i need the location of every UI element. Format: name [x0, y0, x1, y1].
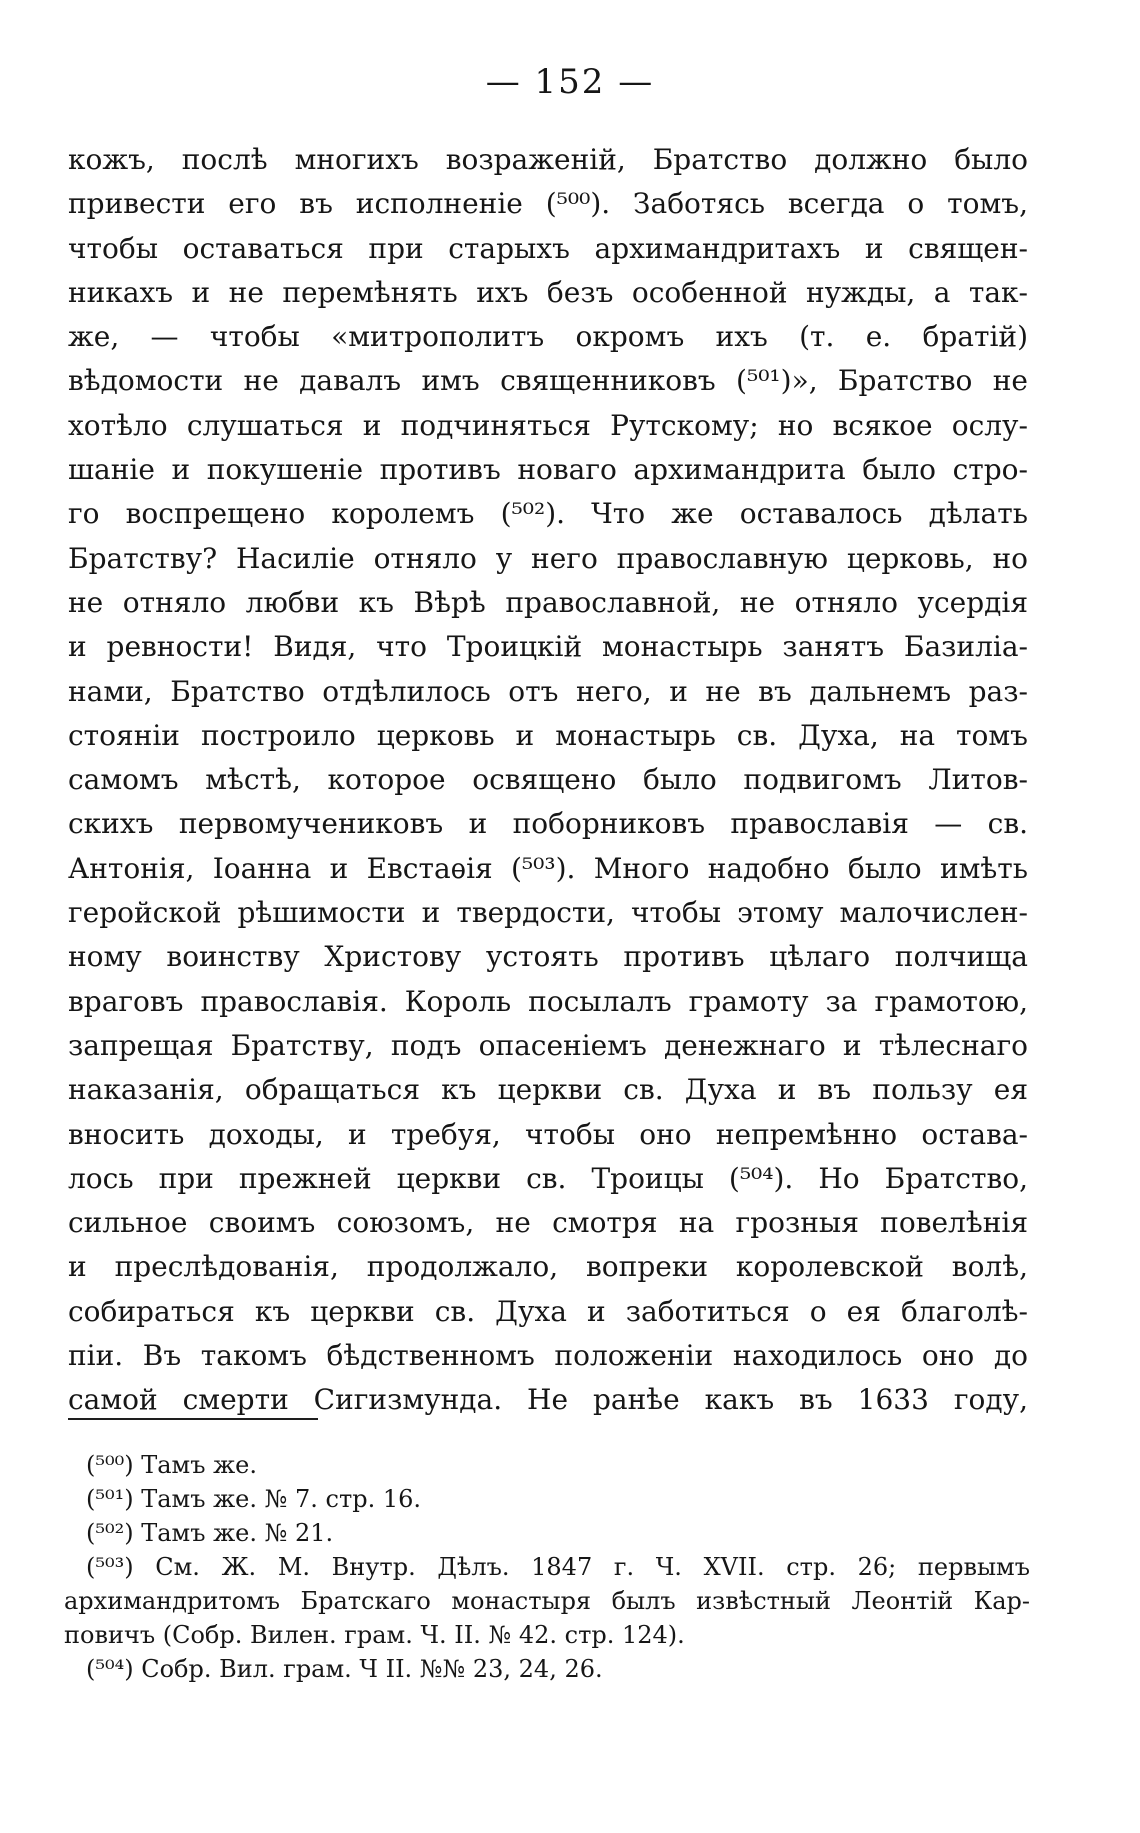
text-line: самой смерти Сигизмунда. Не ранѣе какъ въ 1633 году, [68, 1383, 1028, 1417]
main-text [68, 138, 1028, 1423]
footnote-501: (⁵⁰¹) Тамъ же. № 7. стр. 16. [86, 1485, 422, 1513]
footnote-502: (⁵⁰²) Тамъ же. № 21. [86, 1519, 334, 1547]
text-line: Братству? Насиліе отняло у него православную церковь, но [68, 541, 1028, 575]
footnote-503-continuation: повичъ (Собр. Вилен. грам. Ч. II. № 42. стр. 124). [64, 1621, 685, 1649]
footnote-500: (⁵⁰⁰) Тамъ же. [86, 1451, 258, 1479]
text-line: лось при прежней церкви св. Троицы (⁵⁰⁴). Но Братство, [68, 1161, 1028, 1195]
footnote-503-continuation: архимандритомъ Братскаго монастыря былъ извѣстный Леонтій Кар- [64, 1587, 1030, 1615]
text-line: самомъ мѣстѣ, которое освящено было подвигомъ Литов- [68, 763, 1028, 797]
text-line: шаніе и покушеніе противъ новаго архимандрита было стро- [68, 453, 1028, 487]
text-line: геройской рѣшимости и твердости, чтобы этому малочислен- [68, 896, 1028, 930]
text-line: и ревности! Видя, что Троицкій монастырь занятъ Базиліа- [68, 630, 1028, 664]
text-line: го воспрещено королемъ (⁵⁰²). Что же оставалось дѣлать [68, 497, 1028, 531]
footnotes [64, 1448, 1030, 1686]
text-line: и преслѣдованія, продолжало, вопреки королевской волѣ, [68, 1250, 1028, 1284]
text-line: чтобы оставаться при старыхъ архимандритахъ и священ- [68, 231, 1028, 265]
text-line: привести его въ исполненіе (⁵⁰⁰). Заботясь всегда о томъ, [68, 187, 1028, 221]
text-line: же, — чтобы «митрополитъ окромъ ихъ (т. е. братій) [68, 320, 1028, 354]
text-line: враговъ православія. Король посылалъ грамоту за грамотою, [68, 984, 1028, 1018]
text-line: Антонія, Іоанна и Евстаѳія (⁵⁰³). Много надобно было имѣть [68, 851, 1028, 885]
text-line: наказанія, обращаться къ церкви св. Духа и въ пользу ея [68, 1073, 1028, 1107]
text-line: сильное своимъ союзомъ, не смотря на грозныя повелѣнія [68, 1206, 1028, 1240]
text-line: никахъ и не перемѣнять ихъ безъ особенной нужды, а так- [68, 275, 1028, 309]
page-number: — 152 — [485, 62, 655, 102]
text-line: не отняло любви къ Вѣрѣ православной, не отняло усердія [68, 585, 1028, 619]
text-line: собираться къ церкви св. Духа и заботиться о ея благолѣ- [68, 1294, 1028, 1328]
text-line: запрещая Братству, подъ опасеніемъ денежнаго и тѣлеснаго [68, 1028, 1028, 1062]
text-line: вѣдомости не давалъ имъ священниковъ (⁵⁰¹)», Братство не [68, 364, 1028, 398]
text-line: кожъ, послѣ многихъ возраженій, Братство должно было [68, 143, 1028, 176]
text-line: скихъ первомучениковъ и поборниковъ православія — св. [68, 807, 1028, 841]
text-line: вносить доходы, и требуя, чтобы оно непремѣнно остава- [68, 1117, 1028, 1151]
text-line: нами, Братство отдѣлилось отъ него, и не въ дальнемъ раз- [68, 674, 1028, 708]
text-line: ному воинству Христову устоять противъ цѣлаго полчища [68, 940, 1028, 974]
footnote-503: (⁵⁰³) См. Ж. М. Внутр. Дѣлъ. 1847 г. Ч. XVII. стр. 26; первымъ [86, 1553, 1030, 1581]
footnote-divider [68, 1418, 318, 1420]
footnote-504: (⁵⁰⁴) Собр. Вил. грам. Ч II. №№ 23, 24, 26. [86, 1655, 603, 1683]
text-line: стояніи построило церковь и монастырь св. Духа, на томъ [68, 718, 1028, 752]
text-line: піи. Въ такомъ бѣдственномъ положеніи находилось оно до [68, 1339, 1028, 1373]
text-line: хотѣло слушаться и подчиняться Рутскому; но всякое ослу- [68, 408, 1028, 442]
